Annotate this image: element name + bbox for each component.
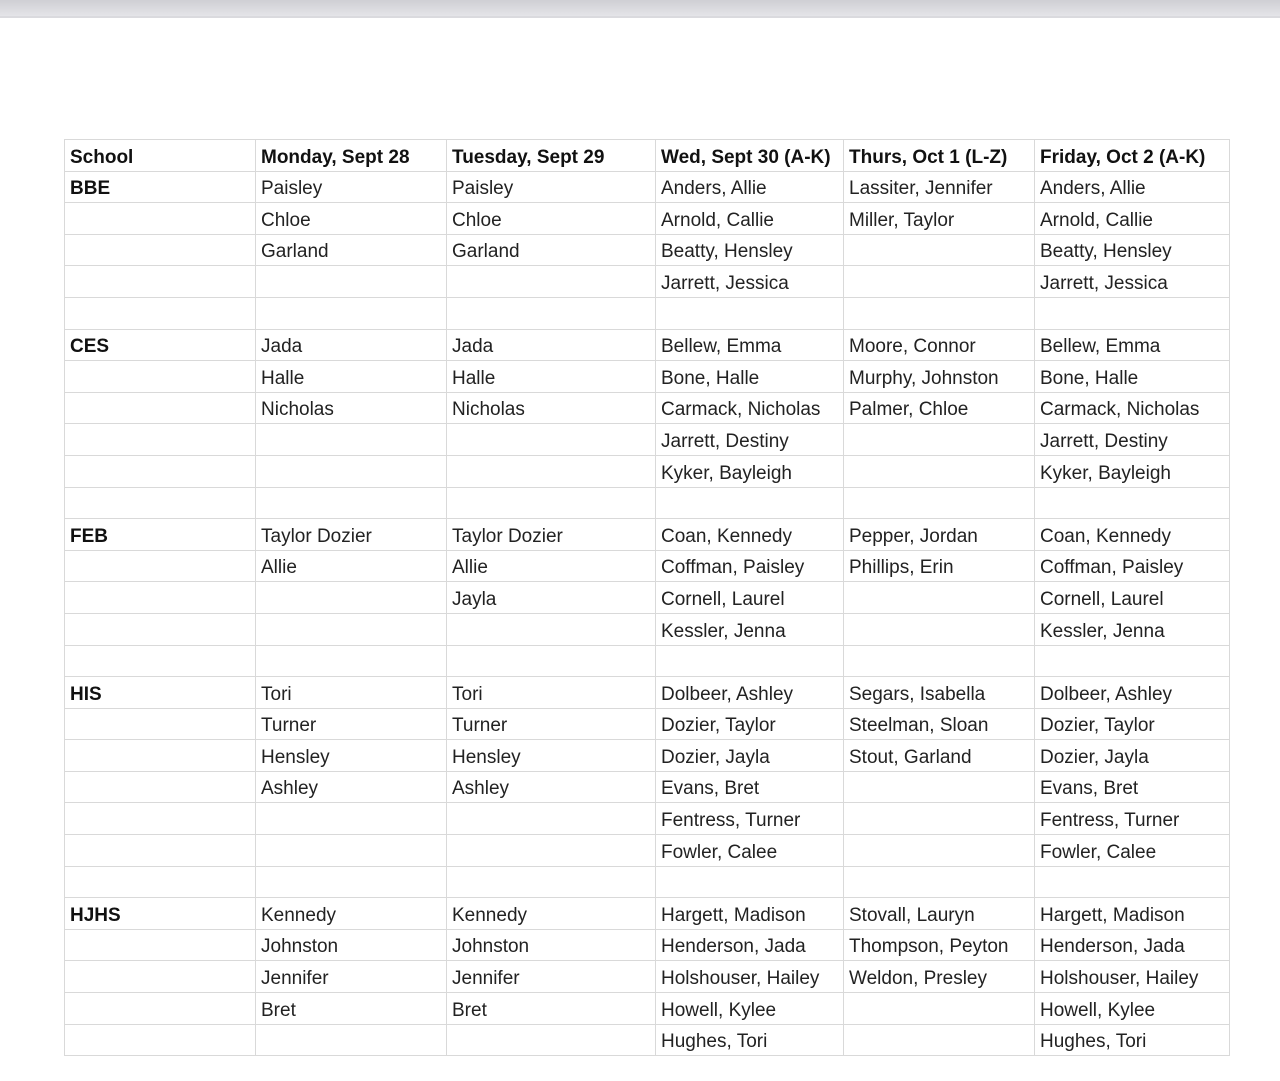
tuesday-cell[interactable]	[447, 835, 656, 867]
table-row	[65, 708, 1230, 740]
tuesday-cell[interactable]	[447, 424, 656, 456]
tuesday-cell[interactable]: Ashley	[447, 771, 656, 803]
monday-cell[interactable]: Hensley	[256, 740, 447, 772]
thursday-cell[interactable]: Palmer, Chloe	[844, 392, 1035, 424]
thursday-cell[interactable]	[844, 234, 1035, 266]
thursday-cell[interactable]: Segars, Isabella	[844, 677, 1035, 709]
friday-cell[interactable]: Fowler, Calee	[1035, 835, 1230, 867]
monday-cell[interactable]	[256, 803, 447, 835]
tuesday-cell[interactable]	[447, 613, 656, 645]
tuesday-cell[interactable]	[447, 866, 656, 898]
friday-cell[interactable]: Dolbeer, Ashley	[1035, 677, 1230, 709]
monday-cell[interactable]: Jada	[256, 329, 447, 361]
tuesday-cell[interactable]	[447, 487, 656, 519]
wednesday-cell[interactable]: Fentress, Turner	[656, 803, 844, 835]
wednesday-cell[interactable]: Dozier, Taylor	[656, 708, 844, 740]
wednesday-cell[interactable]: Holshouser, Hailey	[656, 961, 844, 993]
thursday-cell[interactable]	[844, 771, 1035, 803]
friday-cell[interactable]	[1035, 487, 1230, 519]
schedule-table	[64, 139, 1230, 1056]
wednesday-cell[interactable]: Beatty, Hensley	[656, 234, 844, 266]
tuesday-cell[interactable]	[447, 1024, 656, 1056]
wednesday-cell[interactable]: Cornell, Laurel	[656, 582, 844, 614]
friday-cell[interactable]: Coffman, Paisley	[1035, 550, 1230, 582]
school-cell[interactable]	[65, 929, 256, 961]
school-cell[interactable]	[65, 961, 256, 993]
header-friday: Friday, Oct 2 (A-K)	[1035, 140, 1230, 172]
school-cell[interactable]	[65, 708, 256, 740]
tuesday-cell[interactable]: Jennifer	[447, 961, 656, 993]
thursday-cell[interactable]	[844, 613, 1035, 645]
header-school: School	[65, 140, 256, 172]
school-cell[interactable]	[65, 582, 256, 614]
table-row	[65, 898, 1230, 930]
tuesday-cell[interactable]	[447, 455, 656, 487]
wednesday-cell[interactable]: Dolbeer, Ashley	[656, 677, 844, 709]
school-cell[interactable]: HJHS	[65, 898, 256, 930]
school-cell[interactable]	[65, 361, 256, 393]
monday-cell[interactable]: Paisley	[256, 171, 447, 203]
thursday-cell[interactable]	[844, 835, 1035, 867]
window-top-bar	[0, 0, 1280, 18]
monday-cell[interactable]: Taylor Dozier	[256, 519, 447, 551]
table-row	[65, 392, 1230, 424]
thursday-cell[interactable]	[844, 582, 1035, 614]
friday-cell[interactable]: Beatty, Hensley	[1035, 234, 1230, 266]
thursday-cell[interactable]	[844, 455, 1035, 487]
header-thursday: Thurs, Oct 1 (L-Z)	[844, 140, 1035, 172]
school-cell[interactable]	[65, 392, 256, 424]
friday-cell[interactable]: Kessler, Jenna	[1035, 613, 1230, 645]
wednesday-cell[interactable]	[656, 645, 844, 677]
friday-cell[interactable]: Evans, Bret	[1035, 771, 1230, 803]
table-row	[65, 329, 1230, 361]
thursday-cell[interactable]: Stovall, Lauryn	[844, 898, 1035, 930]
tuesday-cell[interactable]: Halle	[447, 361, 656, 393]
table-row	[65, 487, 1230, 519]
school-cell[interactable]: HIS	[65, 677, 256, 709]
monday-cell[interactable]	[256, 1024, 447, 1056]
table-row	[65, 866, 1230, 898]
table-row	[65, 993, 1230, 1025]
school-cell[interactable]	[65, 550, 256, 582]
table-row	[65, 582, 1230, 614]
tuesday-cell[interactable]	[447, 803, 656, 835]
monday-cell[interactable]: Garland	[256, 234, 447, 266]
table-row	[65, 266, 1230, 298]
table-row	[65, 803, 1230, 835]
friday-cell[interactable]: Carmack, Nicholas	[1035, 392, 1230, 424]
thursday-cell[interactable]: Thompson, Peyton	[844, 929, 1035, 961]
table-row	[65, 961, 1230, 993]
thursday-cell[interactable]	[844, 866, 1035, 898]
friday-cell[interactable]	[1035, 645, 1230, 677]
wednesday-cell[interactable]: Bone, Halle	[656, 361, 844, 393]
monday-cell[interactable]	[256, 582, 447, 614]
tuesday-cell[interactable]: Kennedy	[447, 898, 656, 930]
friday-cell[interactable]: Dozier, Taylor	[1035, 708, 1230, 740]
tuesday-cell[interactable]: Hensley	[447, 740, 656, 772]
wednesday-cell[interactable]: Howell, Kylee	[656, 993, 844, 1025]
header-row	[65, 140, 1230, 172]
thursday-cell[interactable]	[844, 297, 1035, 329]
tuesday-cell[interactable]	[447, 266, 656, 298]
friday-cell[interactable]: Howell, Kylee	[1035, 993, 1230, 1025]
wednesday-cell[interactable]	[656, 297, 844, 329]
school-cell[interactable]	[65, 803, 256, 835]
thursday-cell[interactable]	[844, 424, 1035, 456]
friday-cell[interactable]: Bone, Halle	[1035, 361, 1230, 393]
table-row	[65, 234, 1230, 266]
monday-cell[interactable]: Jennifer	[256, 961, 447, 993]
school-cell[interactable]	[65, 866, 256, 898]
school-cell[interactable]	[65, 993, 256, 1025]
school-cell[interactable]	[65, 266, 256, 298]
schedule-sheet	[64, 139, 1230, 1056]
friday-cell[interactable]: Fentress, Turner	[1035, 803, 1230, 835]
friday-cell[interactable]: Arnold, Callie	[1035, 203, 1230, 235]
table-row	[65, 740, 1230, 772]
school-cell[interactable]	[65, 297, 256, 329]
wednesday-cell[interactable]: Arnold, Callie	[656, 203, 844, 235]
header-tuesday: Tuesday, Sept 29	[447, 140, 656, 172]
table-row	[65, 455, 1230, 487]
table-row	[65, 297, 1230, 329]
thursday-cell[interactable]: Stout, Garland	[844, 740, 1035, 772]
tuesday-cell[interactable]	[447, 297, 656, 329]
table-row	[65, 1024, 1230, 1056]
friday-cell[interactable]: Kyker, Bayleigh	[1035, 455, 1230, 487]
wednesday-cell[interactable]: Carmack, Nicholas	[656, 392, 844, 424]
wednesday-cell[interactable]: Jarrett, Jessica	[656, 266, 844, 298]
wednesday-cell[interactable]: Jarrett, Destiny	[656, 424, 844, 456]
friday-cell[interactable]: Hargett, Madison	[1035, 898, 1230, 930]
tuesday-cell[interactable]: Bret	[447, 993, 656, 1025]
monday-cell[interactable]	[256, 487, 447, 519]
wednesday-cell[interactable]	[656, 487, 844, 519]
school-cell[interactable]	[65, 234, 256, 266]
thursday-cell[interactable]	[844, 803, 1035, 835]
monday-cell[interactable]: Kennedy	[256, 898, 447, 930]
monday-cell[interactable]: Tori	[256, 677, 447, 709]
tuesday-cell[interactable]: Taylor Dozier	[447, 519, 656, 551]
friday-cell[interactable]: Holshouser, Hailey	[1035, 961, 1230, 993]
monday-cell[interactable]	[256, 835, 447, 867]
tuesday-cell[interactable]: Johnston	[447, 929, 656, 961]
school-cell[interactable]	[65, 740, 256, 772]
school-cell[interactable]	[65, 203, 256, 235]
table-row	[65, 645, 1230, 677]
friday-cell[interactable]: Dozier, Jayla	[1035, 740, 1230, 772]
school-cell[interactable]	[65, 487, 256, 519]
table-row	[65, 171, 1230, 203]
wednesday-cell[interactable]: Fowler, Calee	[656, 835, 844, 867]
monday-cell[interactable]: Halle	[256, 361, 447, 393]
monday-cell[interactable]: Chloe	[256, 203, 447, 235]
header-monday: Monday, Sept 28	[256, 140, 447, 172]
friday-cell[interactable]: Hughes, Tori	[1035, 1024, 1230, 1056]
monday-cell[interactable]: Johnston	[256, 929, 447, 961]
monday-cell[interactable]	[256, 455, 447, 487]
table-row	[65, 771, 1230, 803]
table-row	[65, 835, 1230, 867]
thursday-cell[interactable]: Phillips, Erin	[844, 550, 1035, 582]
thursday-cell[interactable]: Pepper, Jordan	[844, 519, 1035, 551]
wednesday-cell[interactable]: Hargett, Madison	[656, 898, 844, 930]
school-cell[interactable]	[65, 835, 256, 867]
friday-cell[interactable]	[1035, 866, 1230, 898]
wednesday-cell[interactable]: Dozier, Jayla	[656, 740, 844, 772]
tuesday-cell[interactable]: Chloe	[447, 203, 656, 235]
friday-cell[interactable]: Jarrett, Destiny	[1035, 424, 1230, 456]
friday-cell[interactable]: Coan, Kennedy	[1035, 519, 1230, 551]
school-cell[interactable]	[65, 455, 256, 487]
wednesday-cell[interactable]	[656, 866, 844, 898]
wednesday-cell[interactable]: Evans, Bret	[656, 771, 844, 803]
tuesday-cell[interactable]: Tori	[447, 677, 656, 709]
school-cell[interactable]	[65, 1024, 256, 1056]
thursday-cell[interactable]	[844, 487, 1035, 519]
thursday-cell[interactable]: Murphy, Johnston	[844, 361, 1035, 393]
monday-cell[interactable]: Nicholas	[256, 392, 447, 424]
school-cell[interactable]: FEB	[65, 519, 256, 551]
school-cell[interactable]	[65, 645, 256, 677]
header-wednesday: Wed, Sept 30 (A-K)	[656, 140, 844, 172]
tuesday-cell[interactable]: Paisley	[447, 171, 656, 203]
school-cell[interactable]	[65, 771, 256, 803]
thursday-cell[interactable]: Miller, Taylor	[844, 203, 1035, 235]
monday-cell[interactable]	[256, 424, 447, 456]
monday-cell[interactable]: Bret	[256, 993, 447, 1025]
table-body	[65, 171, 1230, 1056]
thursday-cell[interactable]: Lassiter, Jennifer	[844, 171, 1035, 203]
school-cell[interactable]: CES	[65, 329, 256, 361]
thursday-cell[interactable]: Steelman, Sloan	[844, 708, 1035, 740]
wednesday-cell[interactable]: Bellew, Emma	[656, 329, 844, 361]
wednesday-cell[interactable]: Henderson, Jada	[656, 929, 844, 961]
tuesday-cell[interactable]	[447, 645, 656, 677]
thursday-cell[interactable]	[844, 1024, 1035, 1056]
table-row	[65, 203, 1230, 235]
tuesday-cell[interactable]: Nicholas	[447, 392, 656, 424]
monday-cell[interactable]	[256, 613, 447, 645]
school-cell[interactable]	[65, 424, 256, 456]
monday-cell[interactable]	[256, 645, 447, 677]
wednesday-cell[interactable]: Coan, Kennedy	[656, 519, 844, 551]
thursday-cell[interactable]: Moore, Connor	[844, 329, 1035, 361]
tuesday-cell[interactable]: Allie	[447, 550, 656, 582]
friday-cell[interactable]: Jarrett, Jessica	[1035, 266, 1230, 298]
wednesday-cell[interactable]: Anders, Allie	[656, 171, 844, 203]
table-row	[65, 677, 1230, 709]
thursday-cell[interactable]	[844, 645, 1035, 677]
wednesday-cell[interactable]: Hughes, Tori	[656, 1024, 844, 1056]
school-cell[interactable]	[65, 613, 256, 645]
tuesday-cell[interactable]: Jada	[447, 329, 656, 361]
thursday-cell[interactable]: Weldon, Presley	[844, 961, 1035, 993]
monday-cell[interactable]: Turner	[256, 708, 447, 740]
school-cell[interactable]: BBE	[65, 171, 256, 203]
friday-cell[interactable]: Anders, Allie	[1035, 171, 1230, 203]
monday-cell[interactable]: Allie	[256, 550, 447, 582]
wednesday-cell[interactable]: Kessler, Jenna	[656, 613, 844, 645]
table-row	[65, 929, 1230, 961]
table-row	[65, 550, 1230, 582]
friday-cell[interactable]: Bellew, Emma	[1035, 329, 1230, 361]
table-row	[65, 424, 1230, 456]
tuesday-cell[interactable]: Jayla	[447, 582, 656, 614]
thursday-cell[interactable]	[844, 266, 1035, 298]
table-row	[65, 519, 1230, 551]
table-row	[65, 361, 1230, 393]
wednesday-cell[interactable]: Coffman, Paisley	[656, 550, 844, 582]
monday-cell[interactable]	[256, 297, 447, 329]
friday-cell[interactable]: Cornell, Laurel	[1035, 582, 1230, 614]
friday-cell[interactable]	[1035, 297, 1230, 329]
monday-cell[interactable]	[256, 266, 447, 298]
monday-cell[interactable]	[256, 866, 447, 898]
wednesday-cell[interactable]: Kyker, Bayleigh	[656, 455, 844, 487]
table-row	[65, 613, 1230, 645]
tuesday-cell[interactable]: Turner	[447, 708, 656, 740]
monday-cell[interactable]: Ashley	[256, 771, 447, 803]
friday-cell[interactable]: Henderson, Jada	[1035, 929, 1230, 961]
tuesday-cell[interactable]: Garland	[447, 234, 656, 266]
thursday-cell[interactable]	[844, 993, 1035, 1025]
